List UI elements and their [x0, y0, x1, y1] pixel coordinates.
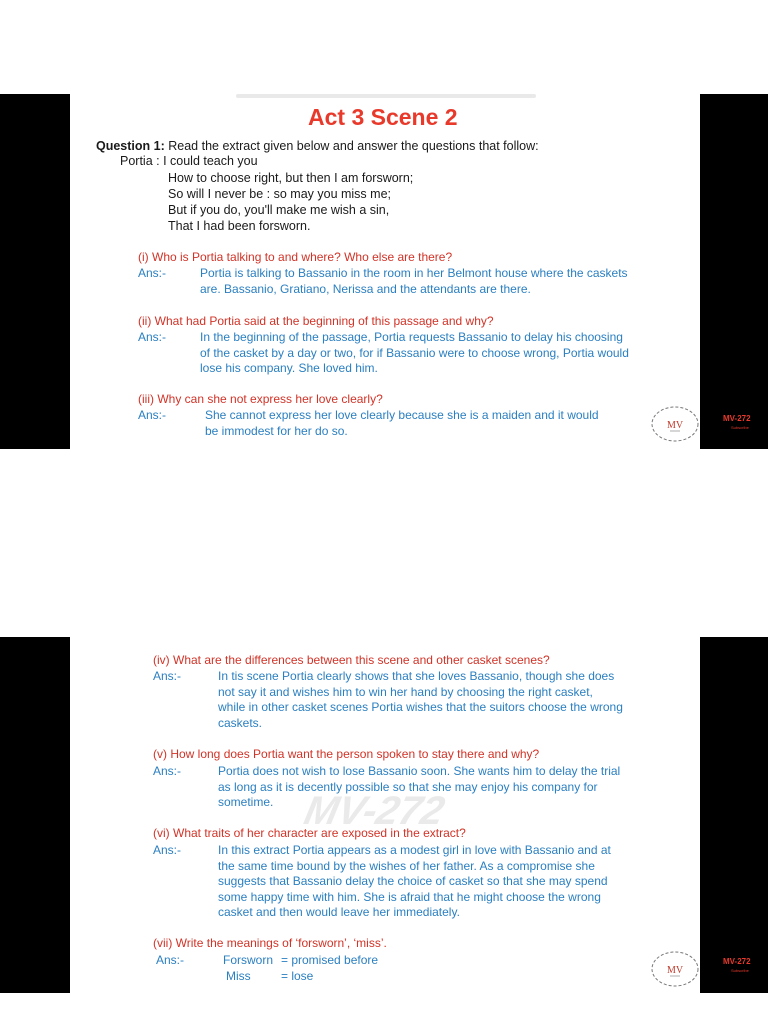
answer-ii — [200, 330, 629, 377]
question-vii: (vii) Write the meanings of ‘forsworn’, ‘miss’. — [153, 936, 387, 950]
slide-panel-bottom — [0, 637, 768, 993]
answer-line: as long as it is decently possible so that she may enjoy his company for — [218, 779, 598, 794]
mv-badge-text: MV — [666, 965, 684, 976]
question-iv: (iv) What are the differences between this scene and other casket scenes? — [153, 653, 550, 667]
channel-logo-subtitle: Subscribe — [731, 425, 749, 430]
answer-line: casket and then would leave her immediately. — [218, 905, 460, 919]
answer-line: are. Bassanio, Gratiano, Nerissa and the attendants are there. — [200, 281, 531, 296]
channel-logo: MV-272 — [723, 957, 751, 966]
answer-line: caskets. — [218, 715, 263, 730]
answer-label: Ans:- — [153, 843, 182, 857]
mv-badge-icon — [650, 404, 700, 444]
question-ii: (ii) What had Portia said at the beginning of this passage and why? — [138, 314, 494, 328]
question-i: (i) Who is Portia talking to and where? Who else are there? — [138, 250, 453, 264]
extract-line: But if you do, you'll make me wish a sin, — [168, 203, 390, 217]
question-1 — [96, 139, 539, 154]
answer-v — [218, 764, 620, 811]
answer-line: In the beginning of the passage, Portia requests Bassanio to delay his choosing — [200, 330, 623, 344]
answer-label: Ans:- — [153, 764, 182, 778]
answer-line: Portia does not wish to lose Bassanio soon. She wants him to delay the trial — [218, 764, 621, 778]
question-iii: (iii) Why can she not express her love clearly? — [138, 392, 383, 406]
question-1-label: Question 1: — [96, 139, 165, 153]
answer-line: She cannot express her love clearly because she is a maiden and it would — [205, 408, 599, 422]
watermark-text: MV-272 — [300, 789, 449, 833]
slide-page-2 — [70, 637, 700, 993]
meaning-word: Forsworn — [223, 953, 274, 967]
answer-line: lose his company. She loved him. — [200, 361, 378, 375]
answer-vi — [218, 843, 611, 921]
answer-label: Ans:- — [138, 266, 167, 280]
channel-logo-subtitle: Subscribe — [731, 968, 749, 973]
answer-label: Ans:- — [138, 408, 167, 422]
answer-iii — [205, 408, 599, 439]
answer-line: In this extract Portia appears as a modest girl in love with Bassanio and at — [218, 843, 611, 857]
answer-line: Portia is talking to Bassanio in the room in her Belmont house where the caskets — [200, 266, 628, 280]
answer-label: Ans:- — [138, 330, 167, 344]
answer-line: some happy time with him. She is afraid that he might choose the wrong — [218, 889, 601, 904]
extract-line: That I had been forsworn. — [168, 219, 311, 233]
slide-title: Act 3 Scene 2 — [308, 104, 458, 130]
answer-line: be immodest for her do so. — [205, 423, 348, 438]
extract-line: So will I never be : so may you miss me; — [168, 187, 391, 201]
answer-line: not say it and wishes him to win her hand by choosing the right casket, — [218, 684, 593, 699]
meaning-definition: = lose — [281, 969, 314, 983]
extract-line: How to choose right, but then I am forsworn; — [168, 171, 414, 185]
mv-badge-text: MV — [666, 420, 684, 431]
answer-label: Ans:- — [153, 669, 182, 683]
channel-logo: MV-272 — [723, 414, 751, 423]
answer-iv — [218, 669, 623, 731]
answer-label: Ans:- — [156, 953, 185, 967]
mv-badge-icon — [650, 949, 700, 989]
question-v: (v) How long does Portia want the person spoken to stay there and why? — [153, 747, 540, 761]
answer-line: of the casket by a day or two, for if Bassanio were to choose wrong, Portia would — [200, 345, 629, 360]
answer-line: while in other casket scenes Portia wishes that the suitors choose the wrong — [218, 700, 623, 714]
answer-line: In tis scene Portia clearly shows that she loves Bassanio, though she does — [218, 669, 615, 683]
top-divider — [236, 94, 536, 98]
meaning-word: Miss — [226, 969, 251, 983]
meaning-definition: = promised before — [281, 953, 379, 967]
answer-i — [200, 266, 628, 297]
extract-line: Portia : I could teach you — [120, 154, 258, 168]
slide-page-1 — [70, 94, 700, 449]
answer-line: suggests that Bassanio delay the choice of casket so that she may spend — [218, 874, 608, 888]
question-vi: (vi) What traits of her character are exposed in the extract? — [153, 826, 466, 840]
question-1-text: Read the extract given below and answer the questions that follow: — [164, 139, 539, 153]
slide-panel-top — [0, 94, 768, 449]
answer-line: sometime. — [218, 795, 274, 809]
answer-line: the same time bound by the wishes of her father. As a compromise she — [218, 858, 595, 873]
